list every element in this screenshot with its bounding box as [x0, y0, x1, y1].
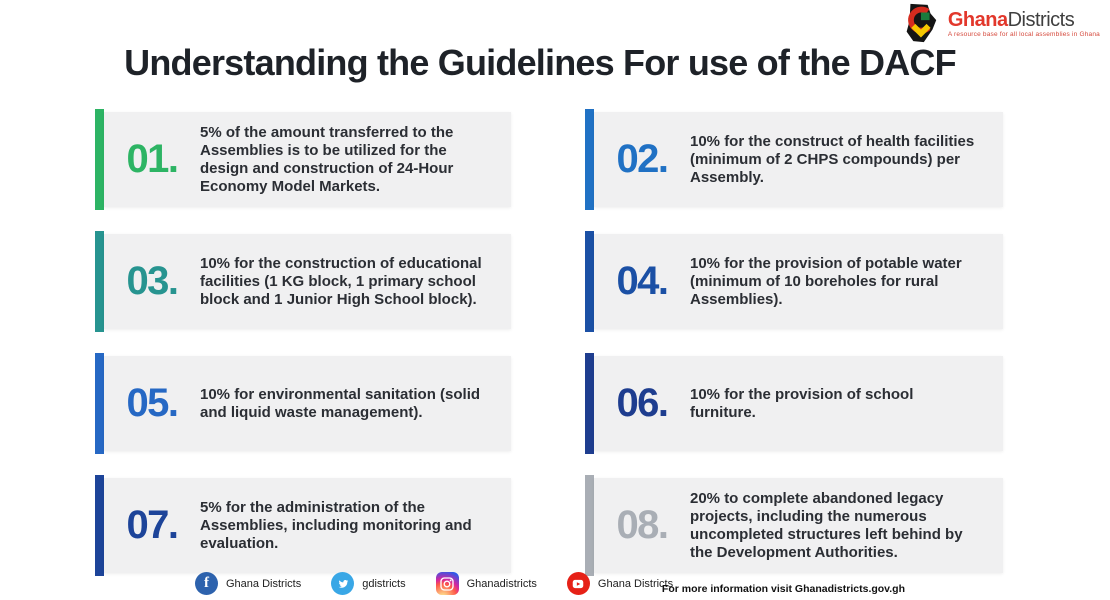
- youtube-link[interactable]: [567, 572, 673, 595]
- card-accent-bar: [95, 353, 104, 454]
- card-text: 10% for the provision of potable water (minimum of 10 boreholes for rural Assemblies).: [690, 254, 962, 308]
- facebook-icon: f: [195, 572, 218, 595]
- card-text: 10% for the construct of health facilities (minimum of 2 CHPS compounds) per Assembly.: [690, 132, 975, 186]
- social-links: [195, 572, 673, 595]
- guideline-card-08: [585, 478, 1003, 573]
- facebook-handle: Ghana Districts: [226, 577, 302, 590]
- card-number: 08.: [616, 503, 668, 547]
- guideline-card-03: [95, 234, 511, 329]
- card-number: 02.: [616, 137, 668, 181]
- guideline-card-07: [95, 478, 511, 573]
- card-text: 5% of the amount transferred to the Assemblies is to be utilized for the design and construction of 24-Hour Economy Model Markets.: [200, 123, 454, 195]
- card-number: 06.: [616, 381, 668, 425]
- logo-text-ghana: Ghana: [947, 9, 1008, 31]
- guideline-card-01: [95, 112, 511, 207]
- guideline-card-02: [585, 112, 1003, 207]
- card-number: 05.: [126, 381, 178, 425]
- card-accent-bar: [585, 353, 594, 454]
- logo-text-districts: Districts: [1007, 9, 1075, 31]
- card-text: 10% for the construction of educational facilities (1 KG block, 1 primary school block and 1 Junior High School block).: [200, 254, 482, 308]
- card-text: 5% for the administration of the Assemblies, including monitoring and evaluation.: [200, 498, 472, 552]
- card-text: 20% to complete abandoned legacy projects, including the numerous uncompleted structures left behind by the Development Authorities.: [690, 489, 963, 561]
- card-number: 03.: [126, 259, 178, 303]
- card-accent-bar: [95, 475, 104, 576]
- guideline-card-04: [585, 234, 1003, 329]
- card-text: 10% for the provision of school furniture.: [690, 385, 914, 421]
- facebook-link[interactable]: [195, 572, 301, 595]
- card-number: 01.: [126, 137, 178, 181]
- guidelines-grid: [95, 112, 1003, 573]
- guideline-card-06: [585, 356, 1003, 451]
- youtube-icon: [567, 572, 590, 595]
- twitter-handle: gdistricts: [362, 577, 406, 590]
- card-accent-bar: [585, 475, 594, 576]
- card-accent-bar: [585, 231, 594, 332]
- logo-tagline: A resource base for all local assemblies in Ghana: [947, 31, 1100, 38]
- card-number: 07.: [126, 503, 178, 547]
- card-number: 04.: [616, 259, 668, 303]
- instagram-link[interactable]: [436, 572, 537, 595]
- card-text: 10% for environmental sanitation (solid and liquid waste management).: [200, 385, 481, 421]
- page-title: Understanding the Guidelines For use of the DACF: [124, 42, 956, 83]
- instagram-icon: [436, 572, 459, 595]
- youtube-handle: Ghana Districts: [597, 577, 674, 590]
- card-accent-bar: [95, 109, 104, 210]
- instagram-handle: Ghanadistricts: [466, 577, 537, 590]
- twitter-link[interactable]: [331, 572, 405, 595]
- logo-wordmark: [948, 2, 1100, 39]
- more-info-text: For more information visit Ghanadistricts.gov.gh: [661, 583, 905, 595]
- ghana-map-icon: [898, 2, 942, 44]
- card-accent-bar: [95, 231, 104, 332]
- guideline-card-05: [95, 356, 511, 451]
- card-accent-bar: [585, 109, 594, 210]
- twitter-icon: [331, 572, 354, 595]
- ghana-districts-logo: [898, 2, 1100, 44]
